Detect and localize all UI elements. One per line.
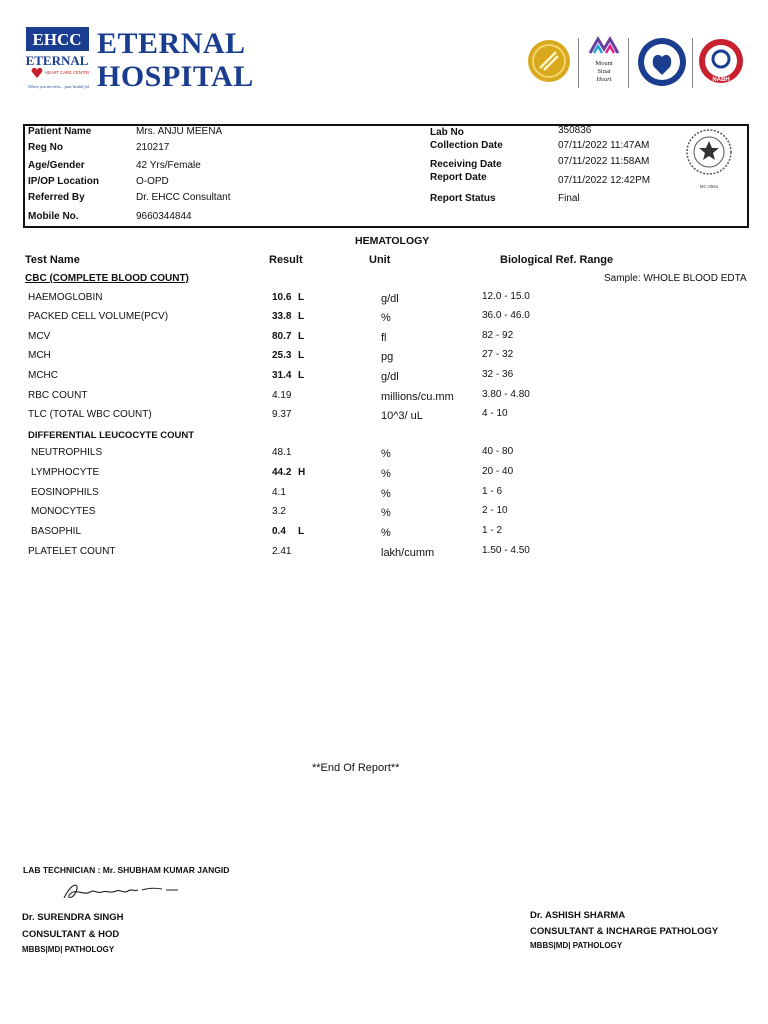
test-result: 9.37: [272, 409, 292, 420]
logo-tagline: HEART CARE CENTRE: [45, 70, 89, 75]
test-unit: millions/cu.mm: [381, 391, 454, 403]
logo-motto: Where you are best... your health fol: [28, 84, 89, 89]
column-header-result: Result: [269, 254, 303, 266]
value-age-gender: 42 Yrs/Female: [136, 160, 201, 171]
mount-sinai-mark-icon: [584, 35, 624, 55]
test-result: 2.41: [272, 546, 292, 557]
test-ref-range: 1 - 2: [482, 525, 503, 536]
test-ref-range: 32 - 36: [482, 369, 514, 380]
test-name: PLATELET COUNT: [28, 546, 116, 557]
test-name: RBC COUNT: [28, 390, 88, 401]
test-name: BASOPHIL: [31, 526, 82, 537]
test-unit: %: [381, 488, 391, 500]
section-title-cbc: CBC (COMPLETE BLOOD COUNT): [25, 273, 189, 284]
mount-sinai-line1: Mount: [595, 60, 613, 67]
left-doctor-name: Dr. SURENDRA SINGH: [22, 912, 124, 923]
hospital-name-line1: ETERNAL: [97, 27, 246, 60]
logo-ehcc-text: EHCC: [32, 30, 82, 49]
label-collection-date: Collection Date: [430, 140, 503, 151]
logo-divider: [628, 38, 629, 88]
value-mobile-no: 9660344844: [136, 211, 192, 222]
test-result: 4.1: [272, 487, 286, 498]
column-header-ref-range: Biological Ref. Range: [500, 254, 614, 266]
cardiology-seal-icon: [636, 35, 688, 95]
cert-code: MC-2561: [699, 184, 719, 189]
ehcc-logo: [26, 27, 89, 91]
test-result-flag: L: [298, 526, 305, 537]
value-ipop-location: O-OPD: [136, 176, 169, 187]
test-name: PACKED CELL VOLUME(PCV): [28, 311, 169, 322]
test-ref-range: 1.50 - 4.50: [482, 545, 530, 556]
label-mobile-no: Mobile No.: [28, 211, 79, 222]
nabh-text: NABH: [712, 77, 730, 83]
column-header-test: Test Name: [25, 254, 80, 266]
test-result-flag: H: [298, 467, 306, 478]
test-result-flag: L: [298, 370, 305, 381]
label-referred-by: Referred By: [28, 192, 85, 203]
left-doctor-degree: MBBS|MD| PATHOLOGY: [22, 945, 115, 954]
label-reg-no: Reg No: [28, 142, 63, 153]
test-ref-range: 36.0 - 46.0: [482, 310, 530, 321]
section-title-dlc: DIFFERENTIAL LEUCOCYTE COUNT: [28, 430, 195, 441]
test-name: LYMPHOCYTE: [31, 467, 100, 478]
nabh-logo: [697, 35, 745, 95]
hospital-name: [97, 27, 254, 93]
test-result: 3.2: [272, 506, 286, 517]
test-result-flag: L: [298, 292, 305, 303]
jci-seal-icon: [526, 35, 572, 95]
test-name: MCV: [28, 331, 51, 342]
value-reg-no: 210217: [136, 142, 170, 153]
label-age-gender: Age/Gender: [28, 160, 85, 171]
test-name: MCHC: [28, 370, 58, 381]
test-unit: %: [381, 448, 391, 460]
end-of-report: **End Of Report**: [312, 762, 400, 774]
test-unit: lakh/cumm: [381, 547, 435, 559]
mount-sinai-line3: Heart: [596, 76, 612, 83]
label-ipop-location: IP/OP Location: [28, 176, 99, 187]
test-name: MONOCYTES: [31, 506, 96, 517]
test-ref-range: 3.80 - 4.80: [482, 389, 530, 400]
right-doctor-title: CONSULTANT & INCHARGE PATHOLOGY: [530, 926, 719, 937]
test-ref-range: 20 - 40: [482, 466, 514, 477]
test-ref-range: 4 - 10: [482, 408, 508, 419]
value-receiving-date: 07/11/2022 11:58AM: [558, 156, 650, 167]
label-patient-name: Patient Name: [28, 126, 92, 137]
test-result: 44.2: [272, 467, 292, 478]
mount-sinai-line2: Sinai: [597, 68, 611, 75]
logo-divider: [692, 38, 693, 88]
value-collection-date: 07/11/2022 11:47AM: [558, 140, 650, 151]
value-referred-by: Dr. EHCC Consultant: [136, 192, 231, 203]
logo-divider: [578, 38, 579, 88]
column-header-unit: Unit: [369, 254, 391, 266]
test-result-flag: L: [298, 311, 305, 322]
test-unit: %: [381, 527, 391, 539]
test-result: 25.3: [272, 350, 292, 361]
test-unit: 10^3/ uL: [381, 410, 423, 422]
hospital-name-line2: HOSPITAL: [97, 60, 254, 93]
label-lab-no: Lab No: [430, 127, 464, 138]
test-result: 48.1: [272, 447, 292, 458]
test-result: 4.19: [272, 390, 292, 401]
test-unit: fl: [381, 332, 387, 344]
value-report-date: 07/11/2022 12:42PM: [558, 175, 651, 186]
test-unit: %: [381, 507, 391, 519]
test-unit: %: [381, 468, 391, 480]
label-report-status: Report Status: [430, 193, 496, 204]
test-name: EOSINOPHILS: [31, 487, 99, 498]
test-ref-range: 2 - 10: [482, 505, 508, 516]
department-title: HEMATOLOGY: [355, 235, 430, 247]
right-doctor-degree: MBBS|MD| PATHOLOGY: [530, 941, 623, 950]
test-ref-range: 40 - 80: [482, 446, 514, 457]
lab-technician: LAB TECHNICIAN : Mr. SHUBHAM KUMAR JANGID: [23, 865, 230, 875]
test-result: 80.7: [272, 331, 292, 342]
test-unit: pg: [381, 351, 394, 363]
test-name: MCH: [28, 350, 51, 361]
mount-sinai-logo: [584, 35, 624, 95]
test-unit: g/dl: [381, 293, 399, 305]
left-doctor-title: CONSULTANT & HOD: [22, 929, 120, 940]
signature-image: [58, 878, 186, 909]
logo-eternal-text: ETERNAL: [26, 53, 89, 68]
accreditation-seal-icon: [684, 128, 734, 192]
test-name: TLC (TOTAL WBC COUNT): [28, 409, 152, 420]
test-name: HAEMOGLOBIN: [28, 292, 103, 303]
value-report-status: Final: [558, 193, 580, 204]
test-result: 33.8: [272, 311, 292, 322]
test-name: NEUTROPHILS: [31, 447, 103, 458]
label-report-date: Report Date: [430, 172, 487, 183]
test-ref-range: 82 - 92: [482, 330, 514, 341]
value-patient-name: Mrs. ANJU MEENA: [136, 126, 223, 137]
test-result: 31.4: [272, 370, 292, 381]
test-unit: %: [381, 312, 391, 324]
heart-icon: [32, 68, 43, 78]
right-doctor-name: Dr. ASHISH SHARMA: [530, 910, 626, 921]
label-receiving-date: Receiving Date: [430, 159, 502, 170]
test-ref-range: 27 - 32: [482, 349, 514, 360]
value-lab-no: 350836: [558, 125, 592, 136]
test-result-flag: L: [298, 350, 305, 361]
test-ref-range: 1 - 6: [482, 486, 503, 497]
test-ref-range: 12.0 - 15.0: [482, 291, 530, 302]
test-unit: g/dl: [381, 371, 399, 383]
test-result: 10.6: [272, 292, 292, 303]
sample-type: Sample: WHOLE BLOOD EDTA: [604, 273, 747, 284]
test-result-flag: L: [298, 331, 305, 342]
test-result: 0.4: [272, 526, 286, 537]
